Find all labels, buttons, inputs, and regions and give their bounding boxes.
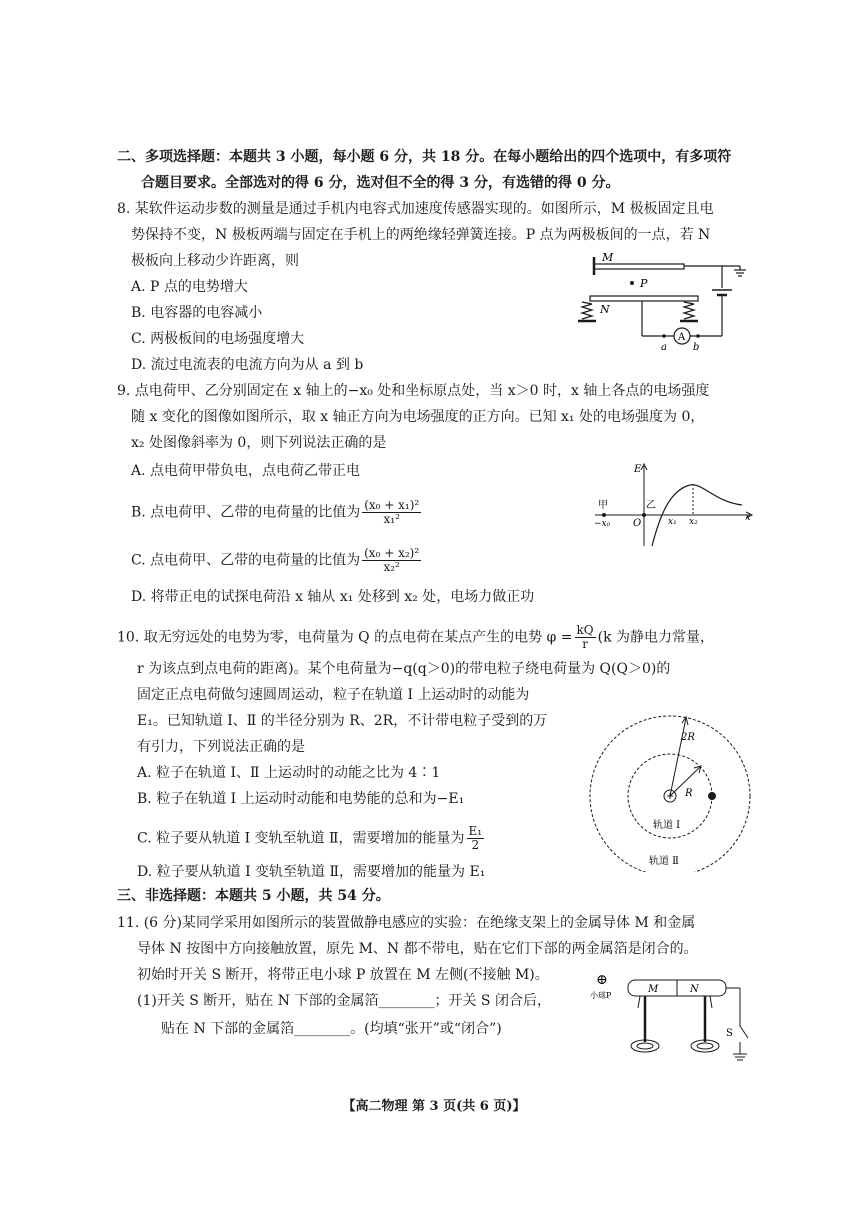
q9-stem-line3: x₂ 处图像斜率为 0，则下列说法正确的是	[131, 435, 387, 451]
q9-option-c-denominator: x₂²	[383, 560, 400, 574]
q9-option-d: D. 将带正电的试探电荷沿 x 轴从 x₁ 处移到 x₂ 处，电场力做正功	[131, 589, 535, 605]
q10-stem-line3: 固定正点电荷做匀速圆周运动，粒子在轨道 Ⅰ 上运动时的动能为	[137, 687, 530, 703]
q11-subq1-line2: 贴在 N 下部的金属箔________。(均填“张开”或“闭合”)	[161, 1021, 502, 1037]
q11-induction-figure	[590, 968, 760, 1068]
q8-fig-label-p: P	[640, 277, 648, 290]
q9-fig-axis-e: E	[634, 464, 642, 475]
q11-stem-line1: 11. (6 分)某同学采用如图所示的装置做静电感应的实验：在绝缘支架上的金属导体 M 和金属	[117, 915, 696, 931]
q10-option-c-denominator: 2	[471, 838, 480, 852]
q9-option-c-text: C. 点电荷甲、乙带的电荷量的比值为	[131, 552, 361, 569]
q10-stem-line5: 有引力，下列说法正确的是	[137, 739, 305, 755]
q9-fig-axis-x: x	[745, 512, 751, 523]
q10-potential-fraction	[575, 624, 596, 651]
q10-potential-denominator: r	[582, 637, 588, 651]
q8-option-d: D. 流过电流表的电流方向为从 a 到 b	[131, 357, 364, 373]
q11-fig-ball-label: 小球P	[590, 991, 612, 1000]
q8-stem-line2: 势保持不变，N 极板两端与固定在手机上的两绝缘轻弹簧连接。P 点为两极板间的一点，若 N	[131, 227, 711, 243]
q11-fig-label-n: N	[690, 984, 699, 995]
q9-fig-x1: x₁	[668, 517, 677, 527]
q9-option-b-numerator: (x₀ + x₁)²	[364, 498, 420, 512]
q10-option-c-fraction	[467, 825, 485, 852]
q10-option-c-numerator: E₁	[468, 824, 483, 838]
q10-option-a: A. 粒子在轨道 Ⅰ、Ⅱ 上运动时的动能之比为 4∶1	[137, 765, 441, 781]
q9-option-b-fraction	[362, 499, 421, 526]
q11-fig-switch-label: S	[726, 1028, 733, 1039]
q9-stem-line1: 9. 点电荷甲、乙分别固定在 x 轴上的−x₀ 处和坐标原点处，当 x＞0 时，x 轴上各点的电场强度	[117, 383, 710, 399]
q10-fig-radius-r: R	[685, 788, 693, 799]
q9-option-a: A. 点电荷甲带负电，点电荷乙带正电	[131, 463, 361, 479]
page-footer: 【高二物理 第 3 页(共 6 页)】	[342, 1099, 526, 1114]
q10-option-d: D. 粒子要从轨道 Ⅰ 变轨至轨道 Ⅱ，需要增加的能量为 E₁	[137, 864, 486, 880]
section2-heading-line1: 二、多项选择题：本题共 3 小题，每小题 6 分，共 18 分。在每小题给出的四个选项中，有多项符	[117, 149, 732, 165]
q10-stem-text-post: (k 为静电力常量，	[597, 629, 715, 646]
section3-heading: 三、非选择题：本题共 5 小题，共 54 分。	[117, 888, 390, 904]
q10-orbit-figure	[583, 682, 757, 872]
q10-option-c-text: C. 粒子要从轨道 Ⅰ 变轨至轨道 Ⅱ，需要增加的能量为	[137, 830, 465, 847]
q9-fig-x2: x₂	[689, 517, 698, 527]
q9-fig-origin: O	[633, 518, 642, 529]
q8-fig-label-a: a	[661, 342, 667, 353]
q8-fig-label-b: b	[693, 342, 700, 353]
q9-fig-negx0: −x₀	[594, 519, 611, 529]
q10-stem-line4: E₁。已知轨道 Ⅰ、Ⅱ 的半径分别为 R、2R，不计带电粒子受到的万	[137, 713, 548, 729]
q9-option-b-text: B. 点电荷甲、乙带的电荷量的比值为	[131, 504, 361, 521]
q10-stem-line2: r 为该点到点电荷的距离)。某个电荷量为−q(q＞0)的带电粒子绕电荷量为 Q(Q＞0)的	[137, 661, 671, 677]
q9-stem-line2: 随 x 变化的图像如图所示，取 x 轴正方向为电场强度的正方向。已知 x₁ 处的电场强度为 0，	[131, 409, 705, 425]
q10-potential-numerator: kQ	[576, 623, 594, 637]
q9-option-c	[131, 547, 423, 574]
q8-capacitor-figure	[572, 248, 762, 360]
q11-stem-line3: 初始时开关 S 断开，将带正电小球 P 放置在 M 左侧(不接触 M)。	[137, 967, 549, 983]
q8-fig-label-m: M	[602, 251, 614, 264]
q10-option-c	[137, 825, 486, 852]
q10-fig-orbit1-label: 轨道 Ⅰ	[653, 820, 681, 831]
q8-stem-line3: 极板向上移动少许距离，则	[131, 253, 299, 269]
q10-fig-radius-2r: 2R	[681, 732, 695, 743]
q11-fig-plus-charge: ⊕	[596, 972, 608, 988]
q8-stem-line1: 8. 某软件运动步数的测量是通过手机内电容式加速度传感器实现的。如图所示，M 极板固定且电	[117, 201, 714, 217]
q10-stem-text: 10. 取无穷远处的电势为零，电荷量为 Q 的点电荷在某点产生的电势 φ =	[117, 629, 573, 646]
q11-stem-line2: 导体 N 按图中方向接触放置，原先 M、N 都不带电，贴在它们下部的两金属箔是闭合的。	[137, 941, 698, 957]
q9-option-c-fraction	[362, 547, 421, 574]
q8-option-c: C. 两极板间的电场强度增大	[131, 331, 305, 347]
q10-fig-orbit2-label: 轨道 Ⅱ	[649, 856, 679, 867]
q10-option-b: B. 粒子在轨道 Ⅰ 上运动时动能和电势能的总和为−E₁	[137, 791, 465, 807]
q11-subq1-line1: (1)开关 S 断开，贴在 N 下部的金属箔________；开关 S 闭合后，	[137, 993, 551, 1009]
section2-heading-line2: 合题目要求。全部选对的得 6 分，选对但不全的得 3 分，有选错的得 0 分。	[141, 175, 620, 191]
q9-option-b	[131, 499, 423, 526]
q11-fig-label-m: M	[648, 984, 659, 995]
q10-stem-line1	[117, 624, 714, 651]
q9-option-c-numerator: (x₀ + x₂)²	[364, 546, 420, 560]
q9-fig-label-yi: 乙	[646, 500, 656, 511]
q9-option-b-denominator: x₁²	[383, 512, 400, 526]
q8-fig-ammeter: A	[678, 332, 686, 343]
q8-fig-label-n: N	[600, 303, 610, 316]
q8-option-b: B. 电容器的电容减小	[131, 305, 263, 321]
q9-fig-label-jia: 甲	[598, 500, 608, 511]
q8-option-a: A. P 点的电势增大	[131, 279, 248, 295]
q9-field-graph	[590, 460, 758, 552]
